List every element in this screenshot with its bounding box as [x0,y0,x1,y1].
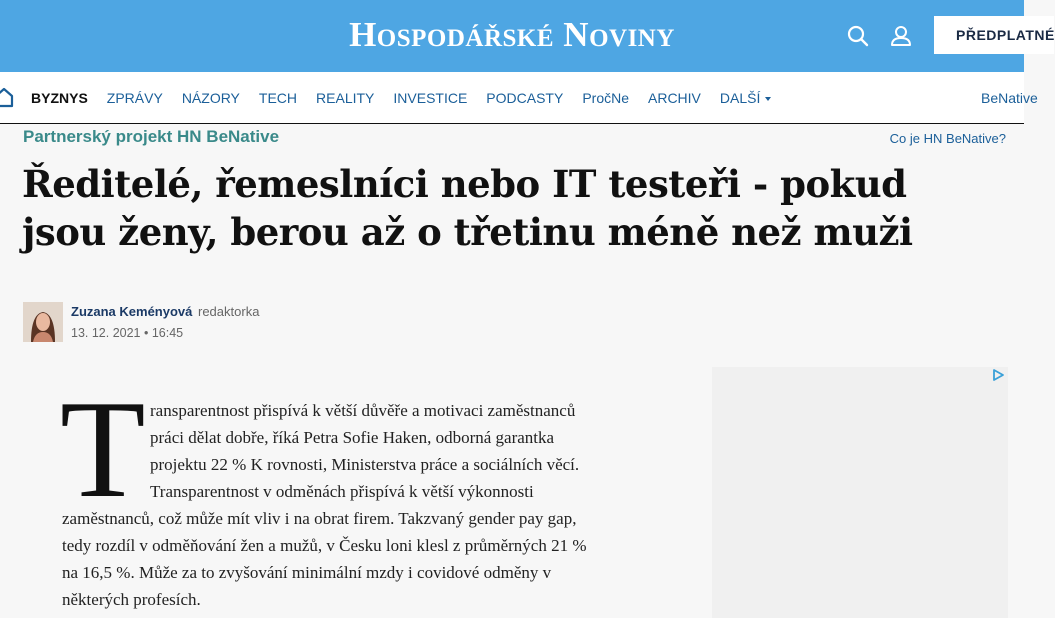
chevron-down-icon [765,97,771,101]
partner-label: Partnerský projekt HN BeNative [23,127,280,146]
article-title [22,160,1012,256]
nav-item-tech[interactable]: TECH [258,90,298,106]
site-logo[interactable]: Hospodářské Noviny [349,15,675,54]
article-title-line-2: jsou ženy, berou až o třetinu méně než muži [22,210,913,254]
author-photo [23,302,63,342]
about-benative-link[interactable]: Co je HN BeNative? [889,131,1006,146]
nav-item-archiv[interactable]: ARCHIV [648,90,701,106]
article-line-7: na 16,5 %. Může za to zvyšování minimální mzdy i covidové odměny v [62,563,552,582]
nav-item-zpravy[interactable]: ZPRÁVY [106,90,163,106]
user-icon [887,22,915,50]
search-button[interactable] [844,22,872,50]
advertisement[interactable] [712,367,1008,618]
publish-date: 13. 12. 2021 • 16:45 [71,326,184,340]
adchoices-icon [991,368,1005,382]
nav-item-reality[interactable]: REALITY [316,90,375,106]
article-line-5: zaměstnanců, což může mít vliv i na obrat firem. Takzvaný gender pay gap, [62,509,577,528]
home-button[interactable] [0,86,14,108]
drop-cap: T [60,372,146,527]
nav-item-procne[interactable]: PročNe [582,90,629,106]
article-line-4: Transparentnost v odměnách přispívá k větší výkonnosti [150,482,534,501]
nav-item-investice[interactable]: INVESTICE [393,90,468,106]
author-role: redaktorka [198,304,260,319]
main-nav [0,72,1038,124]
article-line-1: ransparentnost přispívá k větší důvěře a motivaci zaměstnanců [150,401,576,420]
subscribe-button[interactable]: PŘEDPLATNÉ [934,16,1054,54]
adchoices-button[interactable] [991,368,1005,382]
top-header [0,0,1055,72]
author-avatar[interactable] [23,302,63,342]
article-line-8: některých profesích. [62,590,201,609]
nav-item-podcasty[interactable]: PODCASTY [486,90,564,106]
home-icon [0,86,14,108]
nav-item-nazory[interactable]: NÁZORY [181,90,240,106]
nav-item-dalsi-label: DALŠÍ [719,90,761,106]
nav-item-byznys[interactable]: BYZNYS [31,90,88,106]
article-line-2: práci dělat dobře, říká Petra Sofie Haken, odborná garantka [150,428,555,447]
article-title-line-1: Ředitelé, řemeslníci nebo IT testeři - pokud [22,162,907,206]
nav-item-dalsi[interactable] [720,90,771,106]
search-icon [844,22,872,50]
article-line-3: projektu 22 % K rovnosti, Ministerstva práce a sociálních věcí. [150,455,580,474]
nav-item-benative[interactable]: BeNative [981,90,1038,106]
account-button[interactable] [887,22,915,50]
author-name[interactable]: Zuzana Keményová [71,304,193,319]
article-line-6: tedy rozdíl v odměňování žen a mužů, v Česku loni klesl z průměrných 21 % [62,536,587,555]
nav-items [31,72,790,124]
